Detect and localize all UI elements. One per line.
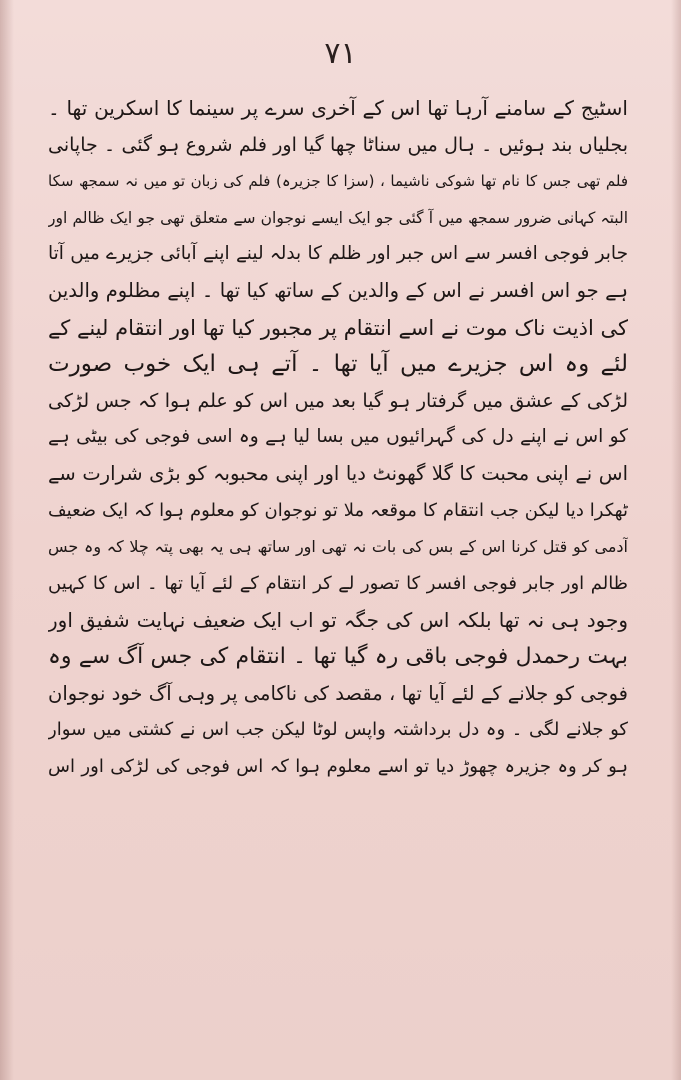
text-line: لڑکی کے عشق میں گرفتار ہو گیا بعد میں اس کو علم ہوا کہ جس لڑکی — [48, 389, 628, 412]
text-line: کی اذیت ناک موت نے اسے انتقام پر مجبور کیا تھا اور انتقام لینے کے — [48, 315, 628, 340]
text-line: البتہ کہانی ضرور سمجھ میں آ گئی جو ایک ایسے نوجوان سے متعلق تھی جو ایک ظالم اور — [48, 208, 628, 227]
text-line: کو جلانے لگی ۔ وہ دل برداشتہ واپس لوٹا لیکن جب اس نے کشتی میں سوار — [48, 719, 628, 741]
text-line: کو اس نے اپنے دل کی گہرائیوں میں بسا لیا ہے وہ اسی فوجی کی بیٹی ہے — [48, 426, 628, 448]
text-line: جابر فوجی افسر سے اس جبر اور ظلم کا بدلہ لینے اپنے آبائی جزیرے میں آتا — [48, 243, 628, 265]
body-text — [48, 90, 628, 785]
text-line: فلم تھی جس کا نام تھا شوکی ناشیما ، (سزا کا جزیرہ) فلم کی زبان تو میں نہ سمجھ سکا — [48, 172, 628, 191]
page-number: ۷۱ — [324, 36, 357, 71]
text-line: ٹھکرا دیا لیکن جب انتقام کا موقعہ ملا تو نوجوان کو معلوم ہوا کہ ایک ضعیف — [48, 499, 628, 521]
text-line: آدمی کو قتل کرنا اس کے بس کی بات نہ تھی اور ساتھ ہی یہ بھی پتہ چلا کہ وہ جس — [48, 537, 628, 557]
text-line: بجلیاں بند ہوئیں ۔ ہال میں سناٹا چھا گیا اور فلم شروع ہو گئی ۔ جاپانی — [48, 133, 628, 156]
text-line: اس نے اپنی محبت کا گلا گھونٹ دیا اور اپنی محبوبہ کو بڑی شرارت سے — [48, 461, 628, 485]
text-line: وجود ہی نہ تھا بلکہ اس کی جگہ تو اب ایک ضعیف نہایت شفیق اور — [48, 608, 628, 633]
page-edge-shadow — [671, 0, 681, 1080]
text-line: بہت رحمدل فوجی باقی رہ گیا تھا ۔ انتقام کی جس آگ سے وہ — [48, 643, 628, 669]
text-line: ظالم اور جابر فوجی افسر کا تصور لے کر انتقام کے لئے آیا تھا ۔ اس کا کہیں — [48, 572, 628, 594]
text-line: فوجی کو جلانے کے لئے آیا تھا ، مقصد کی ناکامی پر وہی آگ خود نوجوان — [48, 681, 628, 705]
text-line: لئے وہ اس جزیرے میں آیا تھا ۔ آتے ہی ایک خوب صورت — [48, 351, 628, 378]
text-line: ہے جو اس افسر نے اس کے والدین کے ساتھ کیا تھا ۔ اپنے مظلوم والدین — [48, 278, 628, 302]
text-line: اسٹیج کے سامنے آرہا تھا اس کے آخری سرے پر سینما کا اسکرین تھا ۔ — [48, 96, 628, 120]
text-line: ہو کر وہ جزیرہ چھوڑ دیا تو اسے معلوم ہوا کہ اس فوجی کی لڑکی اور اس — [48, 755, 628, 777]
page-gutter-shadow — [0, 0, 14, 1080]
